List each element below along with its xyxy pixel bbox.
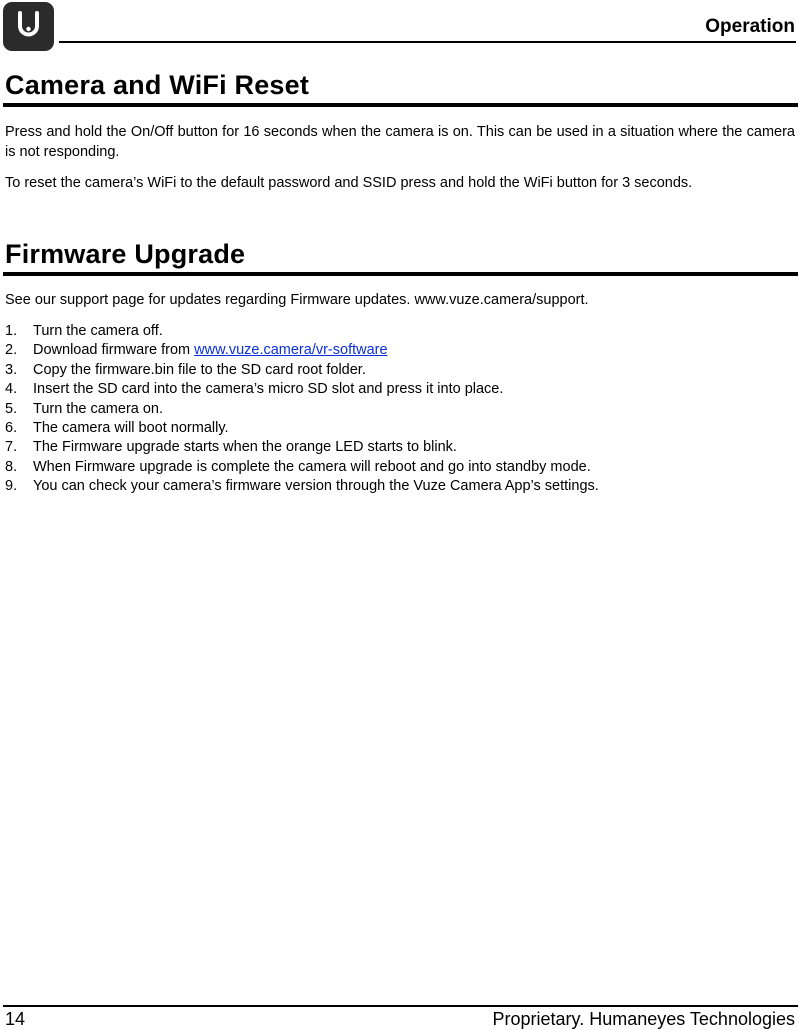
list-item [5,400,599,419]
header-rule [59,41,796,43]
vuze-logo [3,2,54,51]
step-text: The camera will boot normally. [33,419,229,436]
firmware-download-link[interactable]: www.vuze.camera/vr-software [194,342,388,359]
step-text: The Firmware upgrade starts when the orange LED starts to blink. [33,439,457,456]
step-text: Turn the camera off. [33,323,163,339]
list-item [5,419,599,438]
list-item [5,477,599,496]
step-text: Turn the camera on. [33,400,164,417]
step-text: Insert the SD card into the camera’s micro SD slot and press it into place. [33,381,504,398]
list-item [5,322,599,341]
footer-rule [3,1005,798,1007]
step-number: 2. [5,342,18,359]
list-item [5,361,599,380]
step-text: You can check your camera’s firmware version through the Vuze Camera App’s settings. [33,478,599,495]
heading-rule [3,103,798,107]
step-text: When Firmware upgrade is complete the camera will reboot and go into standby mode. [33,458,591,475]
step-number: 6. [5,419,18,436]
firmware-steps-list [5,322,599,497]
header-section-title: Operation [705,16,795,37]
step-number: 8. [5,458,18,475]
step-text: Copy the firmware.bin file to the SD card root folder. [33,361,366,378]
page-number: 14 [5,1009,26,1029]
list-item [5,380,599,399]
step-number: 9. [5,478,18,495]
step-number: 1. [5,323,18,339]
list-item [5,341,599,360]
heading-firmware-upgrade: Firmware Upgrade [5,239,246,269]
step-number: 7. [5,439,18,456]
paragraph-firmware-intro: See our support page for updates regarding Firmware updates. www.vuze.camera/support. [5,292,589,308]
vuze-u-icon [3,2,54,51]
list-item [5,458,599,477]
heading-rule [3,272,798,276]
paragraph-wifi-reset: To reset the camera’s WiFi to the default password and SSID press and hold the WiFi button for 3 seconds. [5,175,693,191]
heading-camera-wifi-reset: Camera and WiFi Reset [5,70,310,100]
step-text: Download firmware from [33,342,195,359]
step-number: 5. [5,400,18,417]
list-item [5,438,599,457]
step-number: 3. [5,361,18,378]
step-number: 4. [5,381,18,398]
paragraph-onoff-reset: Press and hold the On/Off button for 16 seconds when the camera is on. This can be used in a situation where the camera is not responding. [5,124,795,160]
footer-company: Proprietary. Humaneyes Technologies [492,1009,795,1029]
